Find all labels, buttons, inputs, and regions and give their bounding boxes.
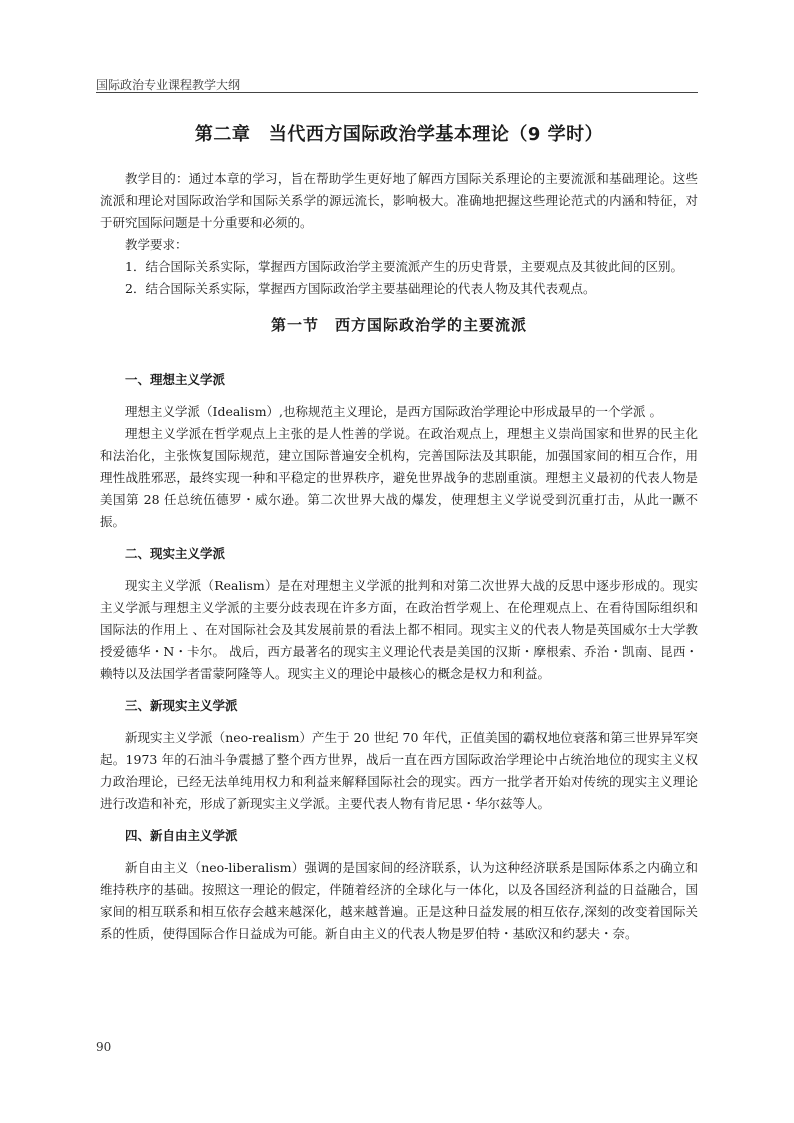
- subsection-paragraph: 理想主义学派在哲学观点上主张的是人性善的学说。在政治观点上，理想主义崇尚国家和世界的民主化和法治化，主张恢复国际规范，建立国际普遍安全机构，完善国际法及其职能，加强国家间的相互合作，用理性战胜邪恶，最终实现一种和平稳定的世界秩序，避免世界战争的悲剧重演。理想主义最初的代表人物是美国第 28 任总统伍德罗・威尔逊。第二次世界大战的爆发，使理想主义学说受到沉重打击，从此一蹶不振。: [100, 426, 698, 529]
- subsection-neo-liberalism: [100, 827, 698, 945]
- subsection-heading: 四、新自由主义学派: [125, 828, 238, 843]
- subsection-heading: 三、新现实主义学派: [125, 698, 238, 713]
- subsection-heading: 二、现实主义学派: [125, 546, 226, 561]
- subsection-paragraph: 理想主义学派（Idealism）,也称规范主义理论，是西方国际政治学理论中形成最早的一个学派 。: [125, 404, 663, 419]
- subsection-realism: [100, 545, 698, 685]
- intro-paragraph: 教学目的：通过本章的学习，旨在帮助学生更好地了解西方国际关系理论的主要流派和基础理论。这些流派和理论对国际政治学和国际关系学的源远流长，影响极大。准确地把握这些理论范式的内涵和特征，对于研究国际问题是十分重要和必须的。: [100, 171, 698, 230]
- running-header: 国际政治专业课程教学大纲: [96, 78, 241, 92]
- page-content: [100, 120, 698, 957]
- subsection-paragraph: 新自由主义（neo-liberalism）强调的是国家间的经济联系，认为这种经济联系是国际体系之内确立和维持秩序的基础。按照这一理论的假定，伴随着经济的全球化与一体化，以及各国经济利益的日益融合，国家间的相互联系和相互依存会越来越深化，越来越普遍。正是这种日益发展的相互依存,深刻的改变着国际关系的性质，使得国际合作日益成为可能。新自由主义的代表人物是罗伯特・基欧汉和约瑟夫・奈。: [100, 860, 698, 941]
- subsection-paragraph: 现实主义学派（Realism）是在对理想主义学派的批判和对第二次世界大战的反思中逐步形成的。现实主义学派与理想主义学派的主要分歧表现在许多方面，在政治哲学观上、在伦理观点上、在看待国际组织和国际法的作用上 、在对国际社会及其发展前景的看法上都不相同。现实主义的代表人物是英国威尔士大学教授爱德华・N・卡尔。 战后，西方最著名的现实主义理论代表是美国的汉斯・摩根索、乔治・凯南、昆西・赖特以及法国学者雷蒙阿隆等人。现实主义的理论中最核心的概念是权力和利益。: [100, 578, 698, 681]
- intro-paragraph: 教学要求：: [125, 237, 188, 252]
- intro-block: [100, 168, 698, 300]
- section-title: 第一节 西方国际政治学的主要流派: [270, 316, 527, 334]
- subsection-paragraph: 新现实主义学派（neo-realism）产生于 20 世纪 70 年代，正值美国的霸权地位衰落和第三世界异军突起。1973 年的石油斗争震撼了整个西方世界，战后一直在西方国际政治学理论中占统治地位的现实主义权力政治理论，已经无法单纯用权力和利益来解释国际社会的现实。西方一批学者开始对传统的现实主义理论进行改造和补充，形成了新现实主义学派。主要代表人物有肯尼思・华尔兹等人。: [100, 730, 698, 811]
- subsection-heading: 一、理想主义学派: [125, 372, 226, 387]
- intro-paragraph: 1．结合国际关系实际，掌握西方国际政治学主要流派产生的历史背景，主要观点及其彼此间的区别。: [125, 259, 683, 274]
- subsection-idealism: [100, 371, 698, 533]
- chapter-title: 第二章 当代西方国际政治学基本理论（9 学时）: [194, 124, 604, 145]
- header-rule: [96, 92, 698, 93]
- subsection-neo-realism: [100, 697, 698, 815]
- page-number: 90: [96, 1040, 112, 1054]
- intro-paragraph: 2．结合国际关系实际，掌握西方国际政治学主要基础理论的代表人物及其代表观点。: [125, 281, 596, 296]
